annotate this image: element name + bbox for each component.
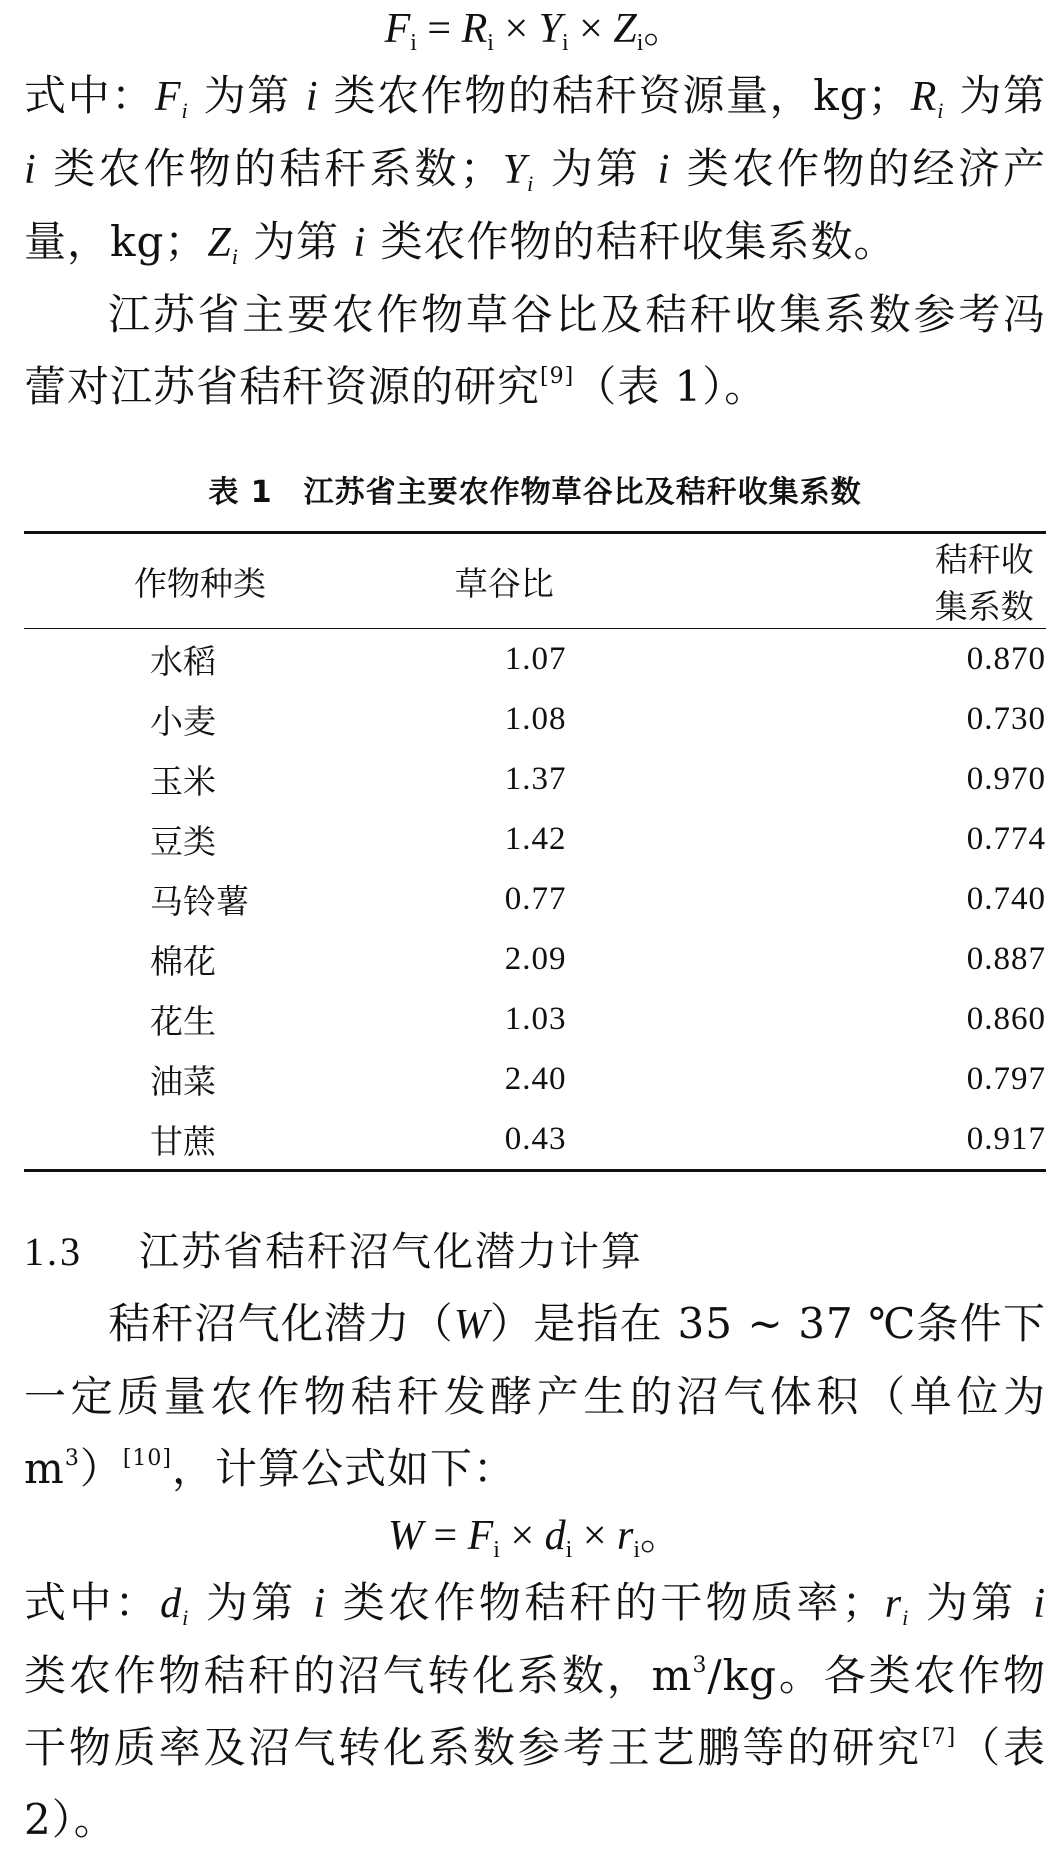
crop-name: 玉米 [150, 761, 216, 801]
paragraph-biogas-potential: 秸秆沼气化潜力（W）是指在 35 ~ 37 ℃条件下一定质量农作物秸秆发酵产生的沼气体积（单位为 $m^3)[10]$，计算公式如下： [24, 1299, 1046, 1493]
citation-ref[interactable]: [7] [922, 1725, 957, 1750]
crop-name: 豆类 [150, 821, 216, 861]
crop-name: 花生 [150, 1001, 216, 1041]
straw-grain-ratio: 1.37 [504, 760, 567, 797]
collection-coefficient: 0.917 [966, 1120, 1046, 1157]
column-header-collection-coefficient: 秸秆收集系数 [731, 533, 1046, 629]
formula-explanation-2: 式中：$d_i$ 为第 i 类农作物秸秆的干物质率；$r_i$ 为第 i 类农作物秸秆的沼气转化系数，$m^3/kg$。各类农作物干物质率及沼气转化系数参考王艺鹏等的研究[7]（表 2）。 [24, 1578, 1046, 1844]
straw-grain-ratio: 0.43 [504, 1120, 567, 1157]
table-row [24, 809, 1046, 869]
column-header-straw-grain-ratio: 草谷比 [395, 533, 731, 629]
table-1 [24, 531, 1046, 1172]
citation-ref[interactable]: [9] [540, 364, 575, 389]
crop-name: 水稻 [150, 641, 216, 681]
table-row [24, 869, 1046, 929]
table-row [24, 749, 1046, 809]
table-row [24, 629, 1046, 690]
column-header-crop: 作物种类 [24, 533, 395, 629]
crop-name: 小麦 [150, 701, 216, 741]
crop-name: 油菜 [150, 1061, 216, 1101]
citation-ref[interactable]: [10] [122, 1446, 173, 1471]
table-row [24, 929, 1046, 989]
crop-name: 棉花 [150, 941, 216, 981]
collection-coefficient: 0.774 [966, 820, 1046, 857]
formula-explanation-1: 式中：$F_i$ 为第 i 类农作物的秸秆资源量，kg；$R_i$ 为第 i 类农作物的秸秆系数；$Y_i$ 为第 i 类农作物的经济产量，kg；$Z_i$ 为第 i 类农作物的秸秆收集系数。 [24, 71, 1046, 269]
section-title: 江苏省秸秆沼气化潜力计算 [139, 1229, 643, 1275]
collection-coefficient: 0.797 [966, 1060, 1046, 1097]
table-header-row [24, 533, 1046, 629]
section-heading [24, 1216, 1046, 1288]
crop-name: 甘蔗 [150, 1121, 216, 1161]
collection-coefficient: 0.730 [966, 700, 1046, 737]
collection-coefficient: 0.887 [966, 940, 1046, 977]
section-number: 1.3 [24, 1229, 83, 1274]
paragraph-reference-table1: 江苏省主要农作物草谷比及秸秆收集系数参考冯蕾对江苏省秸秆资源的研究[9]（表 1）。 [24, 290, 1046, 411]
straw-grain-ratio: 2.09 [504, 940, 567, 977]
collection-coefficient: 0.970 [966, 760, 1046, 797]
collection-coefficient: 0.860 [966, 1000, 1046, 1037]
straw-grain-ratio: 2.40 [504, 1060, 567, 1097]
straw-grain-ratio: 1.42 [504, 820, 567, 857]
table-1-title: 表 1 江苏省主要农作物草谷比及秸秆收集系数 [208, 475, 862, 510]
straw-grain-ratio: 1.03 [504, 1000, 567, 1037]
table-row [24, 989, 1046, 1049]
straw-grain-ratio: 1.08 [504, 700, 567, 737]
table-row [24, 1049, 1046, 1109]
straw-grain-ratio: 1.07 [504, 640, 567, 677]
collection-coefficient: 0.740 [966, 880, 1046, 917]
straw-grain-ratio: 0.77 [504, 880, 567, 917]
paper-page [24, 0, 1046, 1856]
table-row [24, 689, 1046, 749]
formula-straw-resource: $F_i = R_i \times Y_i \times Z_i$。 [384, 6, 686, 56]
collection-coefficient: 0.870 [966, 640, 1046, 677]
table-row [24, 1109, 1046, 1171]
formula-biogas-potential: $W = F_i \times d_i \times r_i$。 [387, 1513, 683, 1563]
crop-name: 马铃薯 [150, 881, 249, 921]
